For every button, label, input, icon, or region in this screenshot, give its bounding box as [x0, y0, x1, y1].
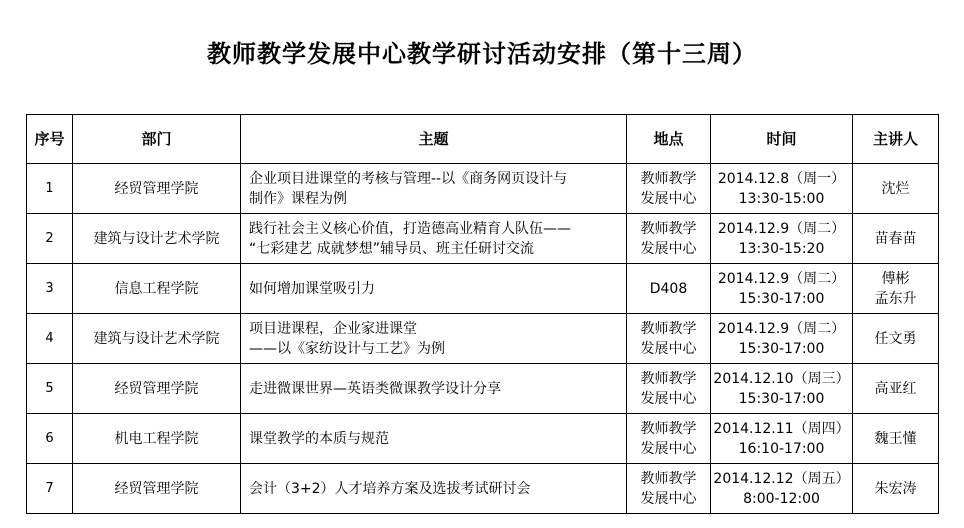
time-cell-line: 2014.12.11（周四）	[713, 420, 850, 437]
location-cell-line: 发展中心	[640, 490, 697, 507]
topic-cell-line: 课堂教学的本质与规范	[249, 430, 389, 447]
time-cell-line: 15:30-17:00	[738, 390, 825, 407]
department-cell: 经贸管理学院	[73, 464, 241, 514]
topic-cell	[241, 214, 627, 264]
speaker-cell	[853, 464, 939, 514]
time-cell	[711, 314, 853, 364]
location-cell-line: 教师教学	[640, 170, 697, 187]
time-cell-line: 2014.12.9（周二）	[717, 220, 846, 237]
speaker-cell-line: 孟东升	[874, 290, 917, 307]
location-cell	[627, 264, 711, 314]
speaker-cell-line: 傅彬	[881, 270, 910, 287]
time-cell-line: 2014.12.10（周三）	[713, 370, 850, 387]
topic-cell	[241, 314, 627, 364]
location-cell	[627, 364, 711, 414]
header-dept: 部门	[73, 115, 241, 164]
location-cell-line: 教师教学	[640, 320, 697, 337]
department-cell: 建筑与设计艺术学院	[73, 314, 241, 364]
location-cell-line: 发展中心	[640, 440, 697, 457]
row-number-cell: 7	[27, 464, 73, 514]
table-row	[27, 364, 939, 414]
topic-cell	[241, 164, 627, 214]
speaker-cell	[853, 364, 939, 414]
table-row	[27, 464, 939, 514]
topic-cell-line: 制作》课程为例	[249, 190, 347, 207]
location-cell-line: 教师教学	[640, 220, 697, 237]
topic-cell	[241, 414, 627, 464]
time-cell	[711, 414, 853, 464]
topic-cell-line: 如何增加课堂吸引力	[249, 280, 375, 297]
time-cell	[711, 264, 853, 314]
speaker-cell	[853, 414, 939, 464]
time-cell	[711, 464, 853, 514]
header-location: 地点	[627, 115, 711, 164]
speaker-cell	[853, 214, 939, 264]
time-cell-line: 2014.12.9（周二）	[717, 320, 846, 337]
department-cell: 经贸管理学院	[73, 164, 241, 214]
department-cell: 信息工程学院	[73, 264, 241, 314]
row-number-cell: 5	[27, 364, 73, 414]
topic-cell-line: ——以《家纺设计与工艺》为例	[249, 340, 445, 357]
location-cell-line: D408	[649, 280, 688, 297]
speaker-cell-line: 沈烂	[881, 180, 910, 197]
schedule-table	[26, 114, 939, 514]
table-row	[27, 214, 939, 264]
topic-cell	[241, 364, 627, 414]
time-cell-line: 15:30-17:00	[738, 290, 825, 307]
topic-cell	[241, 464, 627, 514]
table-header-row	[27, 115, 939, 164]
time-cell	[711, 214, 853, 264]
topic-cell-line: 企业项目进课堂的考核与管理--以《商务网页设计与	[249, 170, 568, 187]
location-cell-line: 发展中心	[640, 190, 697, 207]
time-cell	[711, 164, 853, 214]
topic-cell-line: 践行社会主义核心价值，打造德高业精育人队伍——	[249, 220, 571, 237]
speaker-cell-line: 朱宏涛	[874, 480, 917, 497]
location-cell-line: 教师教学	[640, 470, 697, 487]
time-cell-line: 2014.12.8（周一）	[717, 170, 846, 187]
department-cell: 经贸管理学院	[73, 364, 241, 414]
time-cell-line: 16:10-17:00	[738, 440, 825, 457]
time-cell-line: 13:30-15:00	[738, 190, 825, 207]
time-cell-line: 15:30-17:00	[738, 340, 825, 357]
speaker-cell	[853, 164, 939, 214]
header-num: 序号	[27, 115, 73, 164]
table-row	[27, 264, 939, 314]
location-cell	[627, 414, 711, 464]
location-cell	[627, 314, 711, 364]
table-body	[27, 164, 939, 514]
header-topic: 主题	[241, 115, 627, 164]
speaker-cell-line: 任文勇	[874, 330, 917, 347]
time-cell-line: 2014.12.12（周五）	[713, 470, 850, 487]
location-cell	[627, 214, 711, 264]
topic-cell-line: “七彩建艺 成就梦想”辅导员、班主任研讨交流	[249, 240, 534, 257]
topic-cell-line: 走进微课世界—英语类微课教学设计分享	[249, 380, 501, 397]
speaker-cell	[853, 314, 939, 364]
row-number-cell: 2	[27, 214, 73, 264]
location-cell-line: 教师教学	[640, 370, 697, 387]
topic-cell-line: 会计（3+2）人才培养方案及选拔考试研讨会	[249, 480, 531, 497]
speaker-cell-line: 苗春苗	[874, 230, 917, 247]
department-cell: 机电工程学院	[73, 414, 241, 464]
row-number-cell: 4	[27, 314, 73, 364]
topic-cell-line: 项目进课程，企业家进课堂	[249, 320, 417, 337]
location-cell-line: 发展中心	[640, 240, 697, 257]
speaker-cell-line: 高亚红	[874, 380, 917, 397]
location-cell-line: 发展中心	[640, 390, 697, 407]
speaker-cell	[853, 264, 939, 314]
table-row	[27, 164, 939, 214]
time-cell	[711, 364, 853, 414]
topic-cell	[241, 264, 627, 314]
speaker-cell-line: 魏王懂	[874, 430, 917, 447]
location-cell	[627, 164, 711, 214]
row-number-cell: 1	[27, 164, 73, 214]
time-cell-line: 13:30-15:20	[738, 240, 825, 257]
time-cell-line: 2014.12.9（周二）	[717, 270, 846, 287]
header-speaker: 主讲人	[853, 115, 939, 164]
page-title: 教师教学发展中心教学研讨活动安排（第十三周）	[207, 39, 757, 68]
row-number-cell: 6	[27, 414, 73, 464]
location-cell	[627, 464, 711, 514]
row-number-cell: 3	[27, 264, 73, 314]
table-row	[27, 314, 939, 364]
header-time: 时间	[711, 115, 853, 164]
time-cell-line: 8:00-12:00	[743, 490, 820, 507]
department-cell: 建筑与设计艺术学院	[73, 214, 241, 264]
location-cell-line: 发展中心	[640, 340, 697, 357]
table-row	[27, 414, 939, 464]
location-cell-line: 教师教学	[640, 420, 697, 437]
